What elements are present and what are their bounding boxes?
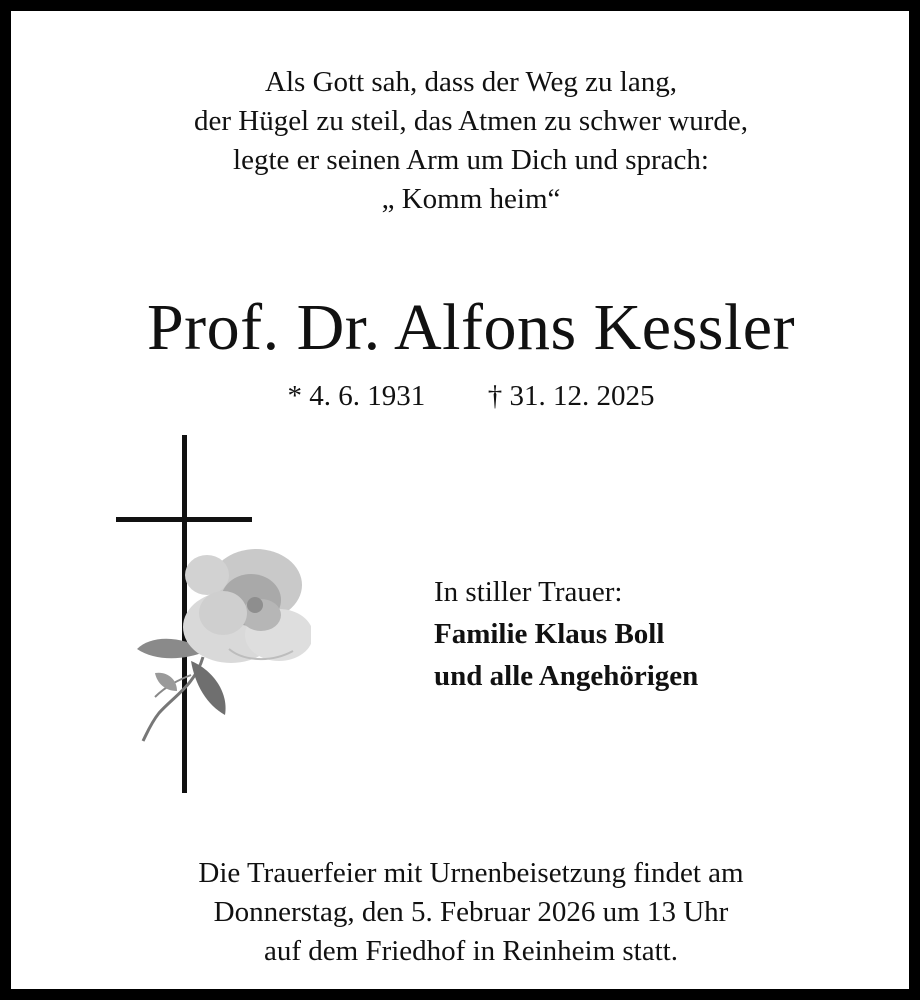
ceremony-line: auf dem Friedhof in Reinheim statt.: [264, 935, 678, 967]
life-dates: [11, 377, 920, 415]
cross-rose-emblem: [111, 435, 311, 795]
mourning-intro: In stiller Trauer:: [434, 576, 623, 608]
death-symbol: †: [487, 380, 503, 412]
ceremony-notice: [11, 854, 920, 971]
deceased-name: Prof. Dr. Alfons Kessler: [146, 291, 796, 364]
ceremony-line: Donnerstag, den 5. Februar 2026 um 13 Uhr: [213, 896, 729, 928]
mourners-block: [434, 571, 698, 697]
verse-line: Als Gott sah, dass der Weg zu lang,: [265, 66, 677, 98]
verse-block: [11, 63, 920, 219]
verse-line: „ Komm heim“: [381, 183, 561, 215]
rose-icon: [137, 549, 311, 741]
birth-date: 4. 6. 1931: [309, 380, 426, 412]
family-name: Familie Klaus Boll: [434, 618, 665, 650]
verse-line: legte er seinen Arm um Dich und sprach:: [233, 144, 709, 176]
relatives-line: und alle Angehörigen: [434, 660, 699, 692]
verse-line: der Hügel zu steil, das Atmen zu schwer wurde,: [193, 105, 749, 137]
birth-symbol: *: [287, 380, 302, 412]
ceremony-line: Die Trauerfeier mit Urnenbeisetzung findet am: [198, 857, 744, 889]
death-date: 31. 12. 2025: [509, 380, 655, 412]
